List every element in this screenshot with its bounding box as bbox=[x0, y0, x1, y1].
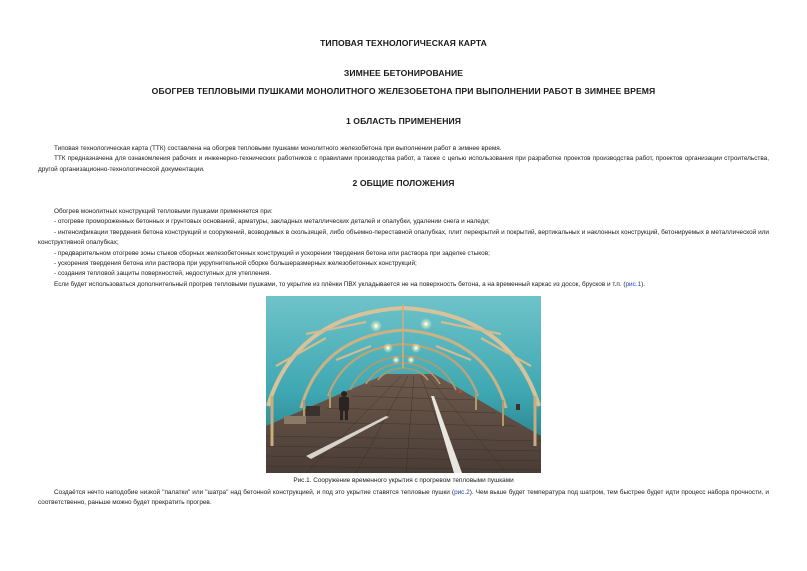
document-topic-title: ОБОГРЕВ ТЕПЛОВЫМИ ПУШКАМИ МОНОЛИТНОГО ЖЕЛЕЗОБЕТОНА ПРИ ВЫПОЛНЕНИИ РАБОТ В ЗИМНЕЕ ВРЕМЯ bbox=[151, 86, 656, 96]
general-intro: Обогрев монолитных конструкций тепловыми пушками применяется при: bbox=[54, 208, 273, 215]
document-title: ТИПОВАЯ ТЕХНОЛОГИЧЕСКАЯ КАРТА bbox=[320, 38, 487, 48]
section-general-body bbox=[38, 207, 769, 290]
figure-1-caption: Рис.1. Сооружение временного укрытия с прогревом тепловыми пушками bbox=[293, 477, 514, 484]
tent-paragraph: Создаётся нечто наподобие низкой "палатки" или "шатра" над бетонной конструкцией, и под это укрытие ставятся тепловые пушки (рис.2). Чем выше будет температура под шатром, тем быстрее будет идти процесс набора прочности, и соответственно, раньше можно будет прекратить прогрев. bbox=[38, 489, 769, 507]
list-item: - предварительном отогреве зоны стыков сборных железобетонных конструкций и ускорении твердения бетона или раствора при заделке стыков; bbox=[54, 249, 490, 257]
tent-paragraph-block bbox=[38, 488, 769, 509]
shelter-paragraph: Если будет использоваться дополнительный прогрев тепловыми пушками, то укрытие из плёнки ПВХ укладывается не на поверхность бетона, а на временный каркас из досок, брусков и т.п. (рис.1). bbox=[54, 280, 646, 288]
list-item: - создания тепловой защиты поверхностей, недоступных для утепления. bbox=[54, 270, 272, 278]
list-item: - интенсификации твердения бетона конструкций и сооружений, возводимых в скользящей, либо объемно-переставной опалубках, плит перекрытий и покрытий, вертикальных и наклонных конструкций, бетонируемых в металлической или конструктивной опалубках; bbox=[38, 228, 769, 247]
list-item: - ускорения твердения бетона или раствора при укрупнительной сборке большеразмерных железобетонных конструкций; bbox=[54, 260, 417, 268]
figure-2-link[interactable]: рис.2 bbox=[454, 489, 470, 496]
section-heading-scope: 1 ОБЛАСТЬ ПРИМЕНЕНИЯ bbox=[345, 116, 462, 126]
figure-1-link[interactable]: рис.1 bbox=[625, 280, 642, 288]
scope-paragraph-1: Типовая технологическая карта (ТТК) составлена на обогрев тепловыми пушками монолитного железобетона при выполнении работ в зимнее время. bbox=[54, 145, 502, 152]
figure-1-photo bbox=[266, 296, 541, 473]
list-item: - отогреве промороженных бетонных и грунтовых оснований, арматуры, закладных металлических деталей и опалубки, удалении снега и наледи; bbox=[54, 218, 490, 226]
scope-paragraph-2: ТТК предназначена для ознакомления рабочих и инженерно-технических работников с правилами производства работ, а также с целью использования при разработке проектов производства работ, проектов организации строительства, другой организационно-технологической документации. bbox=[38, 155, 769, 173]
section-scope-body bbox=[38, 144, 769, 175]
document-subtitle: ЗИМНЕЕ БЕТОНИРОВАНИЕ bbox=[343, 68, 464, 78]
section-heading-general: 2 ОБЩИЕ ПОЛОЖЕНИЯ bbox=[352, 178, 455, 188]
